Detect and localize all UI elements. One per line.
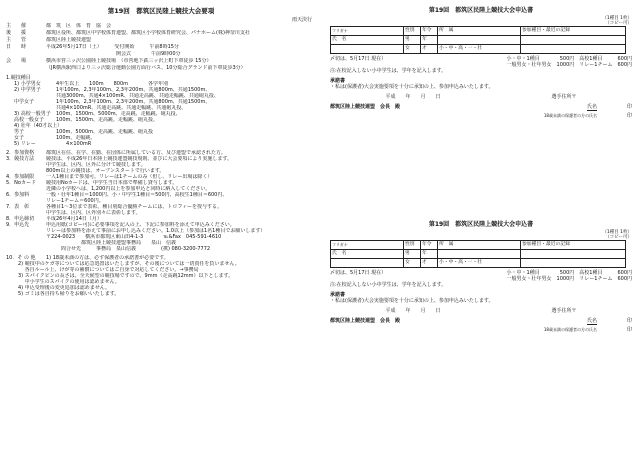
guidelines-section <box>6 8 316 448</box>
form-title: 第19回 都筑区民陸上競技大会申込書 <box>428 7 534 14</box>
application-form-2: 第19回 都筑区民陸上競技大会申込書 （1種目 1枚） （コピー可） フリガナ 性別 年令 所 属 参加種目・最近の記録 氏 名 男 年 女 才 小・中・高・一・壮 〆切は、5月17日 現在） 小・中・1種目 500円 高校1種目 600円 一般男女・壮年男女 1000円 リレー1チーム 600円 注:在校記入しない小中学生は、学年を記入します。 承諾書 ・私は(保護者)大会実施要項を十分に承知の上、参加申込みいたします。 平成 年 月 日 選手住所〒 都筑区陸上競技連盟 会長 殿 氏名 印 18歳未満の保護者の方の氏名 印 <box>330 221 632 333</box>
sex-field[interactable]: 男 <box>404 36 421 45</box>
address-field[interactable]: 選手住所〒 <box>551 94 577 100</box>
notes-label: 10．そ の 他 <box>6 255 36 261</box>
signature-field[interactable]: 氏名 <box>586 104 597 110</box>
notes-section: 10．そ の 他 1) 18歳未満の方は、必ず保護者の承諾書が必要です。 2) 競技中のケガ等については応急処置はいたしますが、その後については一切責任を負いません。 各自ルール上、けが等の補償についてはご自身で対応してください。→事務局 3) スパイクピンの長さは、全天候型の競技場ですので、9mm（走高跳12mm）以下とします。 中小学生のスパイクの使用は認めません。 4) 申込受理後の変更追加は認めません。 5) ゴミは各自持ち帰りをお願いいたします。 <box>6 255 240 297</box>
age-field[interactable]: 年 <box>421 36 438 45</box>
header-block: 主 催 都 筑 区 体 育 協 会 後 援 都筑区役所、都筑区中学校体育連盟、都筑区小学校体育研究会、パナホーム(株)神奈川支社 主 管 都筑区陸上競技連盟 日 時 平成26年5月17日（土） 受付開始 午前8時15分 開会式 午前9時00分 会 場 横浜市営三ッ沢公園陸上競技場 （市営地下鉄三ッ沢上町下車徒歩 15分） （JR横浜駅西口より三ッ沢総合運動公園方面行バス、10分総合グランド前下車徒歩3分） <box>6 23 250 71</box>
name-field[interactable]: 氏 名 <box>331 36 404 45</box>
application-form-1: 第19回 都筑区民陸上競技大会申込書 （1種目 1枚） （コピー可） フリガナ 性別 年令 所 属 参加種目・最近の記録 氏 名 男 年 女 才 小・中・高・一・壮 〆切は、5月17日 現在） 小・中・1種目 500円 高校1種目 600円 一般男女・壮年男女 1000円 リレー1チーム 600円 注:在校記入しない小中学生は、学年を記入します。 承諾書 ・私は(保護者)大会実施要項を十分に承知の上、参加申込みいたします。 平成 年 月 日 選手住所〒 都筑区陸上競技連盟 会長 殿 氏名 印 18歳未満の保護者の方の氏名 印 <box>330 7 632 119</box>
rain-note: 雨天決行 <box>291 17 312 23</box>
school-field[interactable] <box>438 36 521 45</box>
events-label: 1.競技種目 <box>6 75 31 81</box>
forms-section <box>330 8 632 448</box>
rules-section: 2．参加資格 都筑区在住、在学、在勤、在団体に所属している方、及び連盟で承認された方。 3．競技方法 競技は、平成26年日本陸上競技連盟競技規則、並びに大会要項により実施します。 中学生は、区内、区外に分けて競技します。 800m以上の競技は、オープンスタートで行います。 4．参加制限 一人1種目まで参加可。リレーは1チームのみ（但し、リレー出場は除く） 5．Noカード 競技用Noカードは、中学生当日本部で準備し貸与します。 近隣の小学校へは、1,200円以上を参加申込と同時に納入してください。 6．参加料 一般・壮年1種目＝1000円、小・中学生1種目＝500円、高校生1種目＝600円、 リレー1チーム＝600円。 7．表 彰 各種目1～3位まで表彰。種目別総合優勝チームには、トロフィーを授与する。 中学生は、区内、区外別々に表彰します。 8．申込締切 平成26年4月14日（月） 9．申込先 申込用紙(コピー可)に必要事項を記入の上、下記に参加料を添えて申込みください。 リレーは参加料を添えて事前にお申し込みください。1.0以上（参加は1名1種目でお願いします） 〒224-0023 横浜市都筑区東山田4-1-3 ℡&Fax 045-591-4610 都筑区陸上競技連盟事務局 泉山 信義 問合せ先 事務局 泉山信義 (携) 080-3200-7772 <box>6 150 266 252</box>
guidelines-title: 第19回 都筑区民陸上競技大会要項 <box>107 7 215 15</box>
consent-title: 承諾書 <box>330 78 346 84</box>
event-field[interactable] <box>521 36 626 45</box>
entry-table: フリガナ 性別 年令 所 属 参加種目・最近の記録 氏 名 男 年 女 才 小・中・高・一・壮 <box>330 26 626 54</box>
events-section: 1.競技種目 1) 小学男女 4年生以上 100m 800m 各学年別 2) 中学男子 1年100m、2,3年100m、2,3年200m、共通800m、共通1500m、 共通3000m、共通4×100mR、共通走高跳、共通走幅跳、共通砲丸投、 中学女子 1年100m、2,3年100m、2,3年200m、共通800m、共通1500m、 共通4×100mR、共通走高跳、共通走幅跳、共通砲丸投、 3) 高校一般男子 100m、1500m、5000m、走高跳、走幅跳、砲丸投、 高校一般女子 100m、1500m、走高跳、走幅跳、砲丸投、 4) 壮年（40才以上） 男子 100m、5000m、走高跳、走幅跳、砲丸投 女子 100m、走幅跳、 5) リレー 4×100mR <box>6 75 316 147</box>
